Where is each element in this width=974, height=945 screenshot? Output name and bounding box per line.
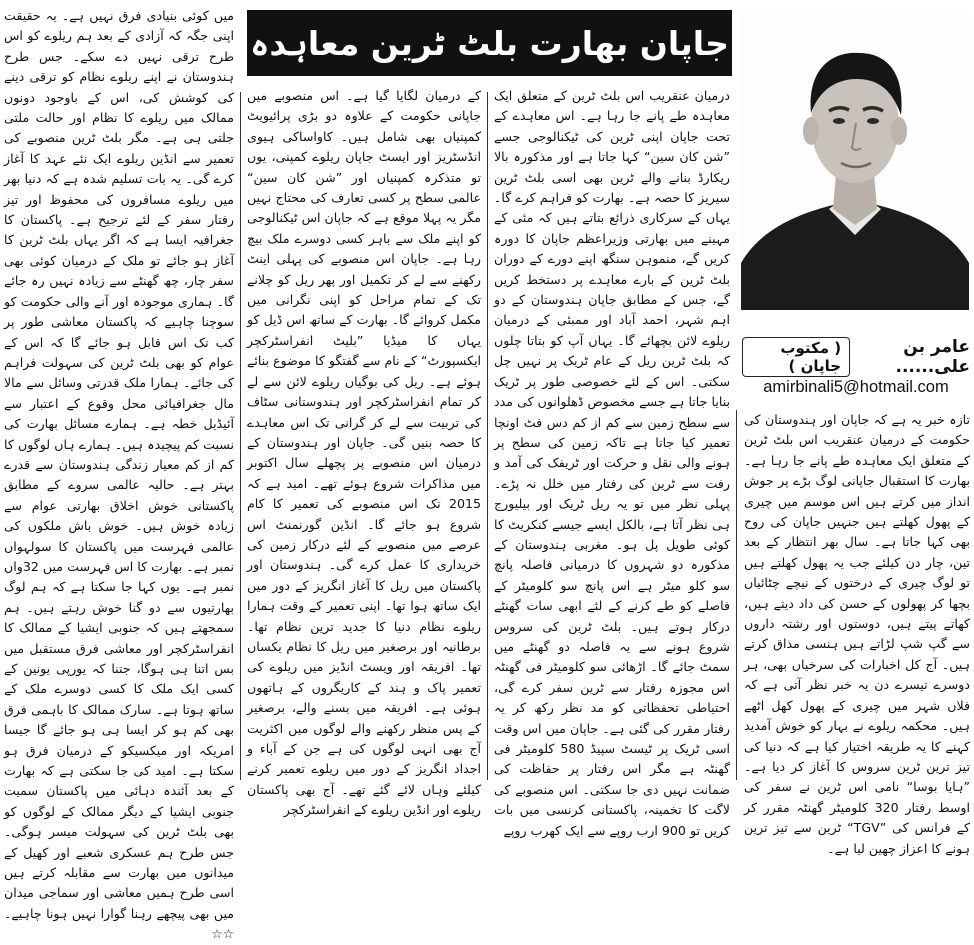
column-divider [240, 92, 241, 780]
article-column-center-right [494, 86, 730, 838]
column-text: کے درمیان لگایا گیا ہے۔ اس منصوبے میں جاپانی حکومت کے علاوہ دو بڑی پرائیویٹ کمپنیاں بھی شامل ہیں۔ کاواساکی ہیوی انڈسٹریز اور ایسٹ جاپان ریلوے کمپنی، یوں تو متذکرہ کمپنیاں اور ”شن کان سین“ عالمی سطح پر کسی تعارف کی محتاج نہیں مگر یہ پہلا موقع ہے کہ جاپان اس ٹیکنالوجی کو اپنے ملک سے باہر کسی دوسرے ملک بیچ رہا ہے۔ جاپان اس منصوبے کی پہلی اینٹ رکھنے سے لے کر تکمیل اور پھر ریل کو چلانے تک کے تمام مراحل کو اپنی نگرانی میں مکمل کروائے گا۔ بھارت کے ساتھ اس ڈیل کو یہاں کا میڈیا ”بلیٹ انفراسٹرکچر ایکسپورٹ“ کے نام سے گفتگو کا موضوع بنائے ہوئے ہے۔ ریل کی بوگیاں ریلوے لائن سے لے کر تمام انفراسٹرکچر اور ہندوستانی سٹاف کی تربیت سے لے کر گرانی تک اس معاہدے کا حصہ بنیں گی۔ جاپان اور ہندوستان کے درمیان اس منصوبے پر پچھلے سال اکتوبر میں مذاکرات شروع ہوئے تھے۔ امید ہے کہ 2015 تک اس منصوبے کی تعمیر کا کام شروع ہو جائے گا۔ انڈین گورنمنٹ اس عرصے میں منصوبے کے لئے درکار زمین کی خریداری کا عمل کرے گی۔ ہندوستان اور پاکستان میں ریل کا آغاز انگریز کے دور میں ایک ساتھ ہوا تھا۔ اپنی تعمیر کے وقت ہمارا ریلوے نظام دنیا کا جدید ترین نظام تھا۔ برطانیہ اور برصغیر میں ریل کا نظام یکساں تھا۔ افریقہ اور ویسٹ انڈیز میں ریلوے کی تعمیر پاک و ہند کے کاریگروں کے ہاتھوں ہوئی ہے۔ افریقہ میں بسنے والے، برصغیر کے پس منظر رکھنے والے لوگوں میں اکثریت آج بھی انہی لوگوں کی ہے جن کے آباء و اجداد انگریز کے دور میں ریلوے تعمیر کرنے کیلئے وہاں لائے گئے تھے۔ آج بھی پاکستان ریلوے اور انڈین ریلوے کے انفراسٹرکچر [247, 88, 481, 818]
column-divider [736, 410, 737, 780]
headline-bar [247, 10, 732, 76]
author-name: عامر بن علی...... [895, 337, 970, 377]
article-title: جاپان بھارت بلٹ ٹرین معاہدہ [250, 23, 729, 63]
article-column-center-left [247, 86, 481, 818]
author-email: amirbinali5@hotmail.com [763, 378, 949, 396]
dateline-box: ( مکتوب جاپان ) [742, 337, 850, 377]
byline [742, 337, 970, 377]
column-divider [487, 92, 488, 780]
article-column-right [744, 410, 970, 856]
author-portrait-icon [741, 13, 969, 310]
column-text: درمیان عنقریب اس بلٹ ٹرین کے متعلق ایک معاہدہ طے پانے جا رہا ہے۔ اس معاہدے کے تحت جاپان اپنی ٹرین کی ٹیکنالوجی جسے ”شن کان سین“ کہا جاتا ہے اور مذکورہ بالا ریکارڈ بنانے والے ٹرین بھی اسی بلٹ ٹرین سیریز کا حصہ ہے۔ بھارت کو فراہم کرے گا۔ یہاں کے سرکاری ذرائع بتاتے ہیں کہ مئی کے مہینے میں بھارتی وزیراعظم جاپان کا دورہ کریں گے، منموہن سنگھ اپنے دورے کے دوران بلٹ ٹرین کے بارے معاہدے پر دستخط کریں گے، جس کے مطابق جاپان ہندوستان کے دو اہم شہر، احمد آباد اور ممبئی کے درمیان ریلوے لائن بچھائے گا۔ یہاں آپ کو بتاتا چلوں کہ بلٹ ٹرین ریل کے عام ٹریک پر نہیں چل سکتی۔ اس کے لئے خصوصی طور پر ٹریک بنایا جاتا ہے جسے مخصوص ڈھلوانوں کی مدد سے سطح زمین سے کم از کم دس فٹ اونچا تعمیر کیا جاتا ہے تاکہ زمین کی سطح پر ہونے والی نقل و حرکت اور ٹریفک کی آمد و رفت سے ٹرین کی رفتار میں خلل نہ پڑے۔ پہلی نظر میں تو یہ ریل ٹریک اور بیلیورج ہی نظر آتا ہے، بالکل ایسے جیسے کنکریٹ کا کوئی طویل پل ہو۔ مغربی ہندوستان کے مذکورہ دو شہروں کا درمیانی فاصلہ پانچ سو کلو میٹر ہے اس پانچ سو کلومیٹر کے فاصلے کو طے کرنے کے لئے ابھی سات گھنٹے درکار ہوتے ہیں۔ بلٹ ٹرین کی سروس شروع ہونے سے یہ فاصلہ دو گھنٹے میں سمٹ جائے گا۔ اڑھائی سو کلومیٹر فی گھنٹہ اس مجوزہ رفتار سے ٹرین سفر کرے گی، احتیاطی تحفظاتی کو مد نظر رکھ کر یہ رفتار مقرر کی گئی ہے۔ جاپان میں اس وقت اسی ٹریک پر ٹیسٹ سپیڈ 580 کلومیٹر فی گھنٹہ ہے مگر اس رفتار پر حفاظت کی ضمانت نہیں دی جا سکتی۔ اس منصوبے کی لاگت کا تخمینہ، پاکستانی کرنسی میں بات کریں تو 900 ارب روپے سے ایک کھرب روپے [494, 88, 730, 838]
column-text: تازہ خبر یہ ہے کہ جاپان اور ہندوستان کی حکومت کے درمیان عنقریب اس بلٹ ٹرین کے متعلق ایک معاہدہ طے پانے جا رہا ہے۔ بھارت کا استقبال جاپانی لوگ بڑے پر جوش انداز میں کرتے ہیں اس موسم میں چیری کے پھول کھلتے ہیں جنہیں جاپان کی روح بھی کہا جاتا ہے۔ سال بھر انتظار کے بعد تین، چار دن کیلئے جب یہ پھول کھلتے ہیں تو لوگ چیری کے درختوں کے نیچے چٹائیاں بچھا کر پھولوں کے حسن کی داد دیتے ہیں، کھاتے پیتے ہیں، دوستوں اور رشتہ داروں سے گپ شپ لڑاتے ہیں ہنسی مذاق کرتے ہیں۔ آج کل اخبارات کی سرخیاں بھی، ہر دوسرے تیسرے دن یہ خبر نظر آتی ہے کہ فلاں شہر میں چیری کے پھول کھل اٹھے ہیں۔ محکمہ ریلوے نے بہار کو خوش آمدید کہنے کا یہ طریقہ اختیار کیا ہے کہ دنیا کی تیز ترین ٹرین سروس کا آغاز کر دیا ہے۔ ”ہایا بوسا“ نامی اس ٹرین نے سفر کی اوسط رفتار 320 کلومیٹر گھنٹہ مقرر کر کے فرانس کی ”TGV“ ٹرین سے تیز ترین ہونے کا اعزاز چھین لیا ہے۔ [744, 412, 970, 856]
article-column-left [4, 6, 234, 942]
author-photo [741, 13, 969, 310]
column-text: میں کوئی بنیادی فرق نہیں ہے۔ یہ حقیقت اپنی جگہ کہ آزادی کے بعد ہم ریلوے کو اس طرح ترقی نہیں دے سکے۔ جس طرح ہندوستان نے اپنے ریلوے نظام کو ترقی دینے کی کوشش کی، اس کے باوجود دونوں ممالک میں ریلوے کا نظام اور حالت ملتی جلتی ہی ہے۔ مگر بلٹ ٹرین منصوبے کی تعمیر سے انڈین ریلوے ایک نئے عہد کا آغاز کرے گی۔ یہ بات تسلیم شدہ ہے کہ دنیا بھر میں ریلوے مسافروں کی محفوظ اور تیز رفتار سفر کے لئے ترجیح ہے۔ پاکستان کا جغرافیہ ایسا ہے کہ اگر یہاں بلٹ ٹرین کا آغاز ہو جائے تو ملک کے درمیان کوئی بھی سفر چار، چھ گھنٹے سے زیادہ نہیں رہ جائے گا۔ ہماری موجودہ اور آنے والی حکومت کو سوچنا چاہیے کہ پاکستان معاشی طور پر کب تک اس قابل ہو جائے گا کہ اس کے عوام کو بھی بلٹ ٹرین کی سہولت فراہم کی جائے۔ ہمارا ملک قدرتی وسائل سے مالا مال جغرافیائی محل وقوع کے اعتبار سے آئیڈیل خطہ ہے۔ ہمارے مسائل بھارت کی نسبت کم پیچیدہ ہیں۔ ہمارے ہاں لوگوں کا کم از کم معیار زندگی ہندوستان سے قدرے بہتر ہے۔ حالیہ عالمی سروے کے مطابق پاکستانی خوش اخلاق بھارتی عوام سے زیادہ خوش ہیں۔ خوش باش ملکوں کی عالمی فہرست میں پاکستان کا سولہواں نمبر ہے۔ بھارت کا اس فہرست میں 32واں نمبر ہے۔ یوں کہا جا سکتا ہے کہ ہم لوگ بھارتیوں سے دو گنا خوش رہتے ہیں۔ ہم سمجھتے ہیں کہ جنوبی ایشیا کے ممالک کا انفراسٹرکچر اور معاشی فرق مستقبل میں بس اتنا ہی ہوگا، جتنا کہ یورپی یونین کے کسی ایک ملک کا کسی دوسرے ملک کے ساتھ ہوتا ہے۔ سارک ممالک کا باہمی فرق بھی کم ہو کر ایسا ہی ہو جائے گا جیسا امریکہ اور میکسیکو کے درمیان فرق ہو سکتا ہے۔ امید کی جا سکتی ہے کہ بھارت کے بعد آئندہ دہائی میں پاکستان سمیت جنوبی ایشیا کے دیگر ممالک کے لوگوں کو بھی بلٹ ٹرین کی سہولت میسر ہوگی۔ جس طرح ہم عسکری شعبے اور کھیل کے میدانوں میں بھارت سے مقابلہ کرتے ہیں اسی طرح ہمیں معاشی اور سماجی میدان میں بھی پیچھے رہنا گوارا نہیں ہونا چاہیے۔ ☆☆ [4, 8, 234, 942]
